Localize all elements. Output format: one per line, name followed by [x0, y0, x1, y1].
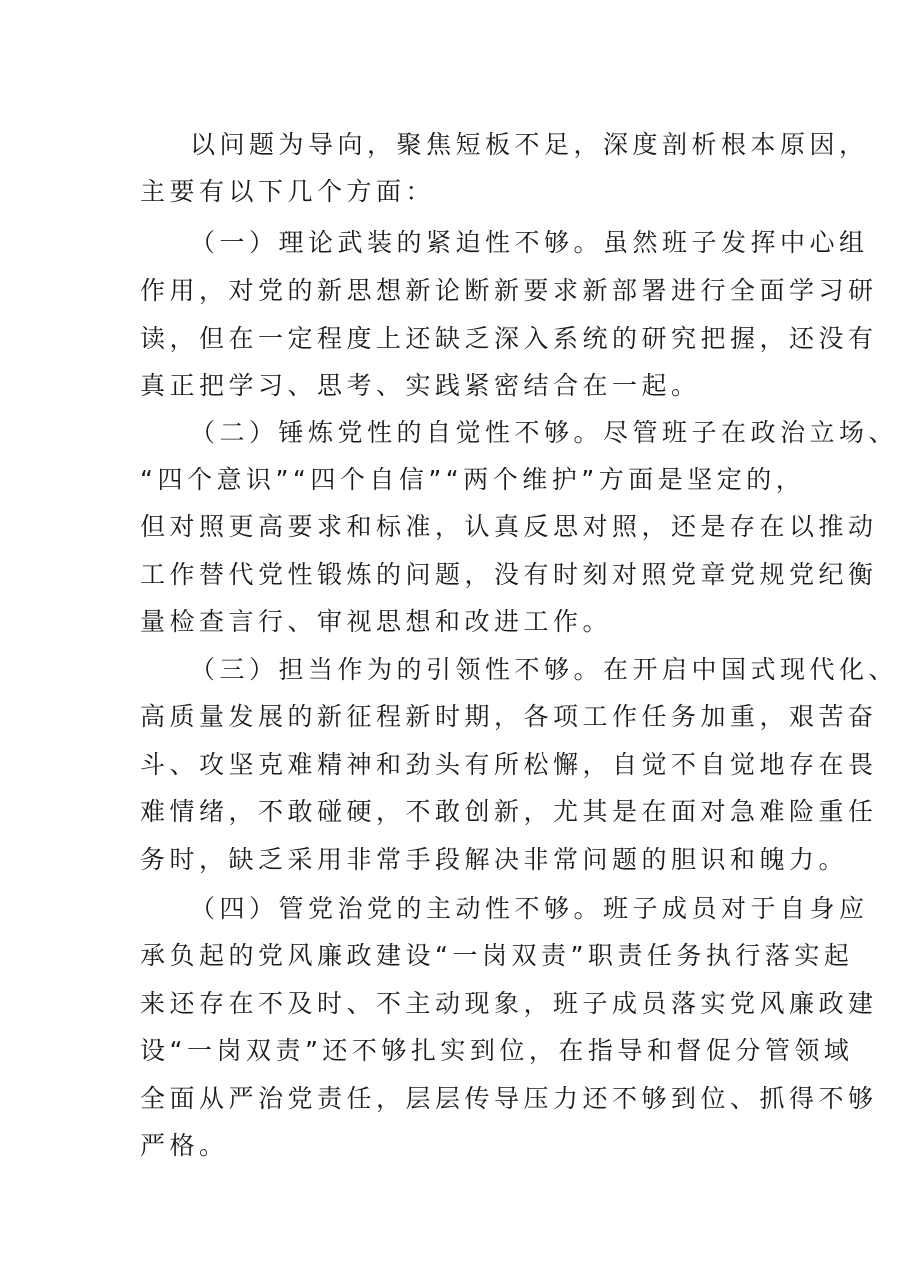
paragraph-intro-line-1: 以问题为导向，聚焦短板不足，深度剖析根本原因， — [190, 130, 869, 159]
paragraph-2-line-2: “四个意识”“四个自信”“两个维护”方面是坚定的， — [140, 465, 806, 494]
paragraph-3-line-2: 高质量发展的新征程新时期，各项工作任务加重，艰苦奋 — [140, 702, 878, 731]
paragraph-4-line-3: 来还存在不及时、不主动现象，班子成员落实党风廉政建 — [140, 989, 878, 1018]
paragraph-4-line-2: 承负起的党风廉政建设“一岗双责”职责任务执行落实起 — [140, 941, 854, 970]
paragraph-1-line-3: 读，但在一定程度上还缺乏深入系统的研究把握，还没有 — [140, 324, 878, 353]
paragraph-1-line-1: （一）理论武装的紧迫性不够。虽然班子发挥中心组 — [190, 228, 869, 257]
paragraph-4-line-4: 设“一岗双责”还不够扎实到位，在指导和督促分管领域 — [140, 1036, 854, 1065]
paragraph-3-line-5: 务时，缺乏采用非常手段解决非常问题的胆识和魄力。 — [140, 845, 849, 874]
paragraph-intro-line-2: 主要有以下几个方面： — [140, 177, 436, 206]
paragraph-2-line-3: 但对照更高要求和标准，认真反思对照，还是存在以推动 — [140, 512, 878, 541]
paragraph-3-line-3: 斗、攻坚克难精神和劲头有所松懈，自觉不自觉地存在畏 — [140, 750, 878, 779]
paragraph-3-line-4: 难情绪，不敢碰硬，不敢创新，尤其是在面对急难险重任 — [140, 797, 878, 826]
paragraph-2-line-5: 量检查言行、审视思想和改进工作。 — [140, 607, 613, 636]
paragraph-1-line-2: 作用，对党的新思想新论断新要求新部署进行全面学习研 — [140, 276, 878, 305]
paragraph-3-line-1: （三）担当作为的引领性不够。在开启中国式现代化、 — [190, 655, 899, 684]
paragraph-2-line-1: （二）锤炼党性的自觉性不够。尽管班子在政治立场、 — [190, 418, 899, 447]
paragraph-4-line-5: 全面从严治党责任，层层传导压力还不够到位、抓得不够 — [140, 1084, 878, 1113]
paragraph-4-line-6: 严格。 — [140, 1131, 229, 1160]
paragraph-4-line-1: （四）管党治党的主动性不够。班子成员对于自身应 — [190, 894, 869, 923]
paragraph-1-line-4: 真正把学习、思考、实践紧密结合在一起。 — [140, 371, 701, 400]
paragraph-2-line-4: 工作替代党性锻炼的问题，没有时刻对照党章党规党纪衡 — [140, 560, 878, 589]
